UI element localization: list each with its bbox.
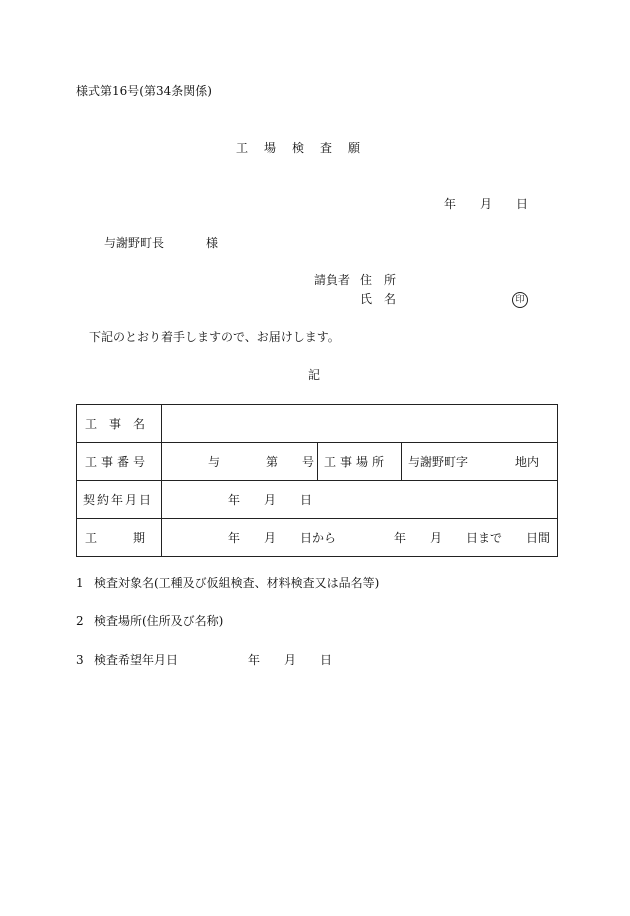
contractor-label: 請負者 [314,273,351,287]
addressee: 与謝野町長 [104,236,165,250]
item-2-number: 2 [76,614,84,628]
period-start-day: 日から [300,530,337,545]
item-2-text: 検査場所(住所及び名称) [94,614,224,628]
item-3-number: 3 [76,653,84,667]
ki-heading: 記 [308,368,321,382]
item-3-date: 年 月 日 [248,653,333,667]
period-label: 工 期 [85,530,146,545]
construction-place-label: 工事場所 [324,454,389,469]
period-start-month: 月 [264,530,277,545]
construction-number-label: 工事番号 [85,454,150,469]
contract-month-label: 月 [264,492,277,507]
period-end-day: 日まで [466,530,503,545]
cell-divider [401,443,402,480]
contract-year-label: 年 [228,492,241,507]
contract-day-label: 日 [300,492,313,507]
table-row [77,519,558,557]
table-row [77,405,558,443]
form-number: 様式第16号(第34条関係) [76,84,212,98]
town-label: 与謝野町字 [408,454,469,469]
period-days: 日間 [526,530,551,545]
item-1-number: 1 [76,576,84,590]
intro-text: 下記のとおり着手しますので、お届けします。 [89,330,340,344]
date-line: 年 月 日 [444,197,529,211]
item-3-text: 検査希望年月日 [94,653,179,667]
table-row [77,443,558,481]
contract-date-label: 契約年月日 [83,492,154,507]
seal-mark: 印 [512,292,528,308]
go-label: 号 [302,454,315,469]
table-row [77,481,558,519]
chinai-label: 地内 [515,454,540,469]
document-title: 工 場 検 査 願 [236,141,363,155]
construction-table [76,404,558,557]
cell-divider [317,443,318,480]
period-end-year: 年 [394,530,407,545]
construction-name-field[interactable] [162,405,558,443]
period-start-year: 年 [228,530,241,545]
yo-label: 与 [208,454,221,469]
period-end-month: 月 [430,530,443,545]
item-1-text: 検査対象名(工種及び仮組検査、材料検査又は品名等) [94,576,380,590]
honorific: 様 [206,236,219,250]
address-label: 住 所 [360,273,397,287]
name-label: 氏 名 [360,292,397,306]
construction-name-label: 工 事 名 [85,416,146,431]
dai-label: 第 [266,454,279,469]
